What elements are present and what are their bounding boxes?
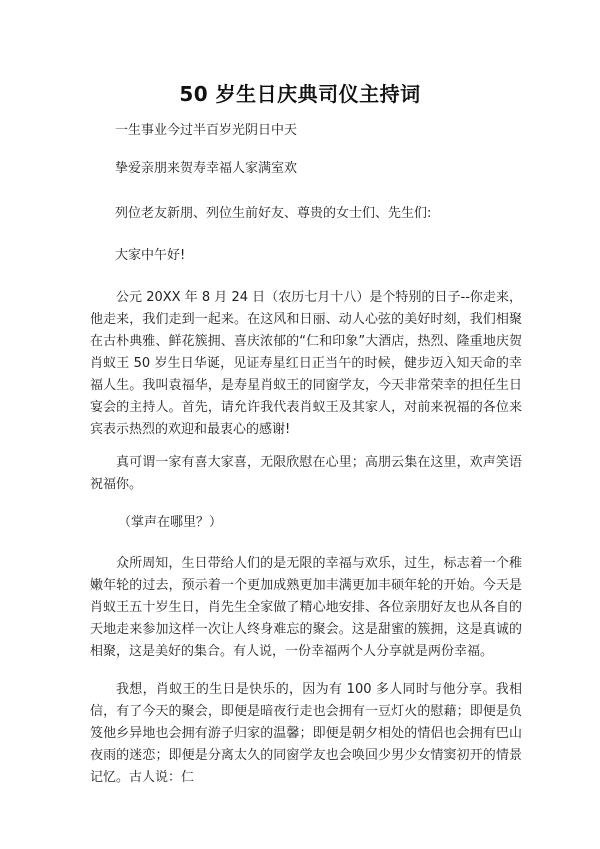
paragraph-2: 真可谓一家有喜大家喜，无限欣慰在心里；高朋云集在这里，欢声笑语祝福你。 (90, 455, 522, 492)
document-title: 50 岁生日庆典司仪主持词 (179, 82, 421, 106)
applause-note: （掌声在哪里？） (118, 515, 223, 530)
opening-line-4: 大家中午好! (115, 248, 186, 263)
paragraph-3: 众所周知，生日带给人们的是无限的幸福与欢乐，过生，标志着一个稚嫩年轮的过去，预示着一个更加成熟更加丰满更加丰硕年轮的开始。今天是肖蚁王五十岁生日，肖先生全家做了精心地安排、各位亲朋好友也从各自的天地走来参加这样一次让人终身难忘的聚会。这是甜蜜的簇拥，这是真诚的相聚，这是美好的集合。有人说，一份幸福两个人分享就是两份幸福。 (90, 556, 522, 659)
opening-line-1: 一生事业今过半百岁光阴日中天 (115, 123, 298, 138)
opening-line-3: 列位老友新朋、列位生前好友、尊贵的女士们、先生们: (115, 206, 432, 221)
paragraph-4: 我想，肖蚁王的生日是快乐的，因为有 100 多人同时与他分享。我相信，有了今天的聚会，即便是暗夜行走也会拥有一豆灯火的慰藉；即便是负笈他乡异地也会拥有游子归家的温馨；即便是朝夕相处的情侣也会拥有巴山夜雨的迷恋；即便是分离太久的同窗学友也会唤回少男少女情窦初开的情景记忆。古人说：仁 (90, 682, 522, 785)
opening-line-2: 挚爱亲朋来贺寿幸福人家满室欢 (115, 161, 298, 176)
paragraph-1: 公元 20XX 年 8 月 24 日（农历七月十八）是个特别的日子--你走来，他走来，我们走到一起来。在这风和日丽、动人心弦的美好时刻，我们相聚在古朴典雅、鲜花簇拥、喜庆浓郁的“仁和印象”大酒店，热烈、隆重地庆贺肖蚁王 50 岁生日华诞，见证寿星红日正当午的时候，健步迈入知天命的幸福人生。我叫袁福华，是寿星肖蚁王的同窗学友，今天非常荣幸的担任生日宴会的主持人。首先，请允许我代表肖蚁王及其家人，对前来祝福的各位来宾表示热烈的欢迎和最衷心的感谢! (90, 290, 522, 437)
